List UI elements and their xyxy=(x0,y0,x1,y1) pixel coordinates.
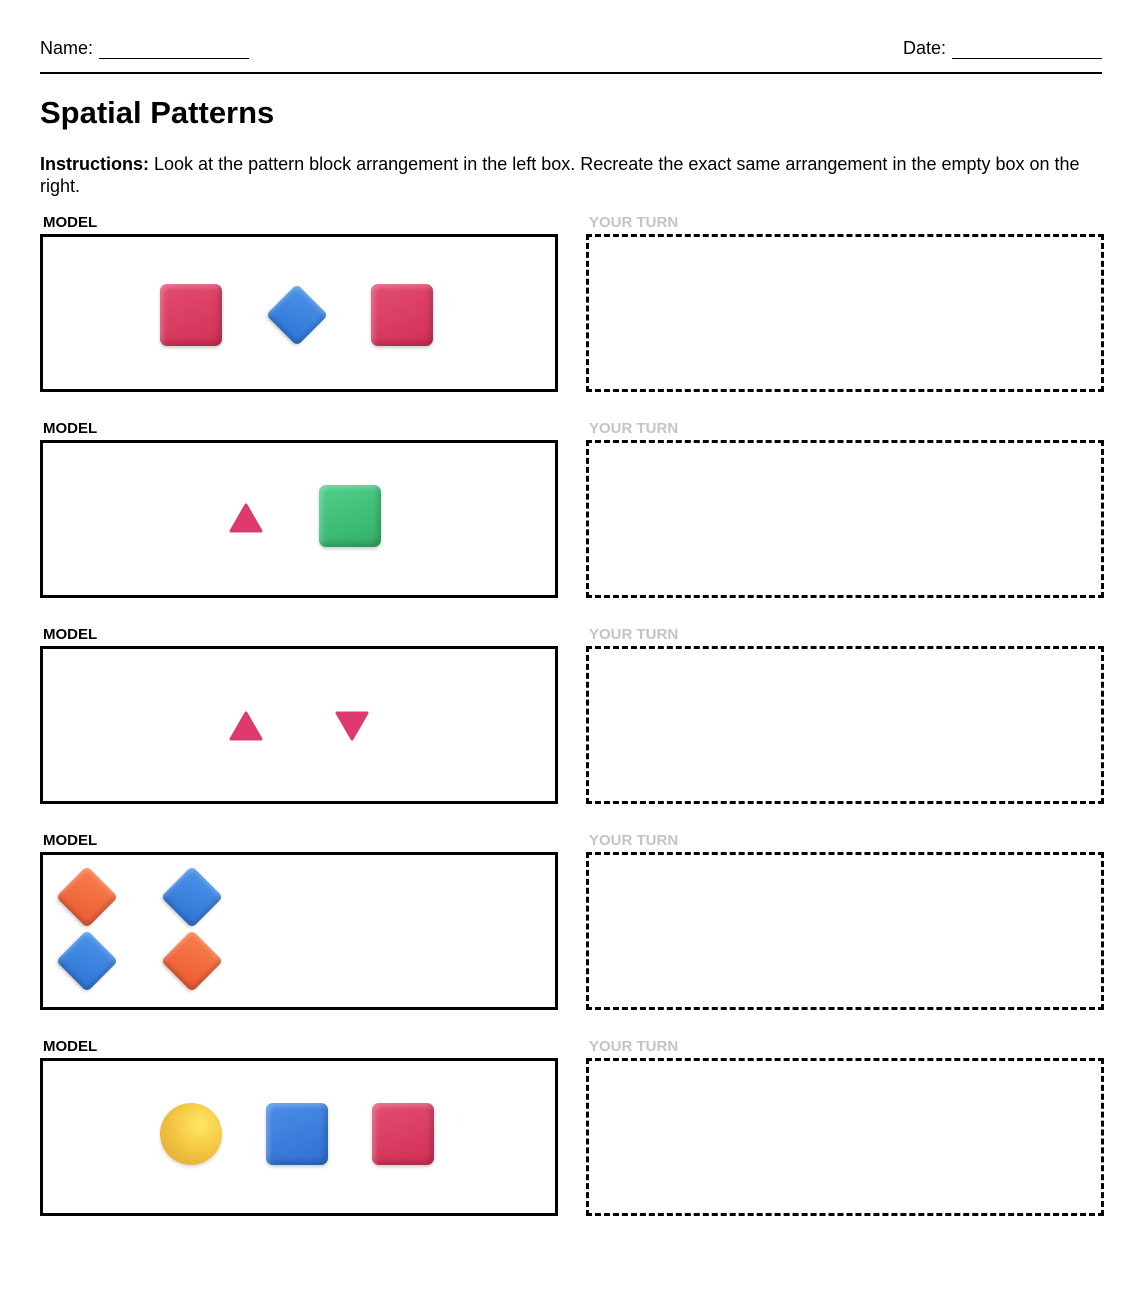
pink-triangle-down-block xyxy=(335,711,369,741)
orange-diamond-block xyxy=(161,930,223,992)
your-turn-box[interactable] xyxy=(586,646,1104,804)
your-turn-label: YOUR TURN xyxy=(589,214,679,231)
page-title: Spatial Patterns xyxy=(40,95,275,130)
blue-diamond-block xyxy=(161,866,223,928)
pink-triangle-up-block xyxy=(229,503,263,533)
red-square-block xyxy=(160,284,222,346)
date-blank-line[interactable] xyxy=(952,42,1102,59)
model-box xyxy=(40,1058,558,1216)
red-square-block xyxy=(371,284,433,346)
name-label: Name: xyxy=(40,38,94,58)
instructions-text: Look at the pattern block arrangement in the left box. Recreate the exact same arrangement in the empty box on the right. xyxy=(40,154,1080,196)
model-label: MODEL xyxy=(43,626,98,643)
pattern-row-2 xyxy=(40,420,1102,600)
pink-triangle-up-block xyxy=(229,711,263,741)
model-box xyxy=(40,440,558,598)
date-label: Date: xyxy=(902,38,946,58)
your-turn-box[interactable] xyxy=(586,852,1104,1010)
header-row xyxy=(40,38,1102,62)
your-turn-label: YOUR TURN xyxy=(589,420,679,437)
green-square-block xyxy=(319,485,381,547)
model-label: MODEL xyxy=(43,1038,98,1055)
yellow-circle-block xyxy=(160,1103,222,1165)
red-square-block xyxy=(372,1103,434,1165)
blue-square-block xyxy=(266,1103,328,1165)
model-label: MODEL xyxy=(43,420,98,437)
your-turn-box[interactable] xyxy=(586,440,1104,598)
date-field xyxy=(903,38,1102,59)
pattern-row-3 xyxy=(40,626,1102,806)
name-blank-line[interactable] xyxy=(99,42,249,59)
your-turn-box[interactable] xyxy=(586,234,1104,392)
your-turn-label: YOUR TURN xyxy=(589,626,679,643)
pattern-row-5 xyxy=(40,1038,1102,1218)
model-label: MODEL xyxy=(43,832,98,849)
pattern-row-4 xyxy=(40,832,1102,1012)
instructions xyxy=(40,153,1102,197)
model-box xyxy=(40,646,558,804)
blue-diamond-block xyxy=(266,284,328,346)
blue-diamond-block xyxy=(56,930,118,992)
orange-diamond-block xyxy=(56,866,118,928)
your-turn-box[interactable] xyxy=(586,1058,1104,1216)
name-field xyxy=(40,38,249,59)
instructions-lead: Instructions: xyxy=(40,154,150,174)
your-turn-label: YOUR TURN xyxy=(589,832,679,849)
your-turn-label: YOUR TURN xyxy=(589,1038,679,1055)
model-label: MODEL xyxy=(43,214,98,231)
header-divider xyxy=(40,72,1102,74)
model-box xyxy=(40,234,558,392)
pattern-row-1 xyxy=(40,214,1102,394)
model-box xyxy=(40,852,558,1010)
